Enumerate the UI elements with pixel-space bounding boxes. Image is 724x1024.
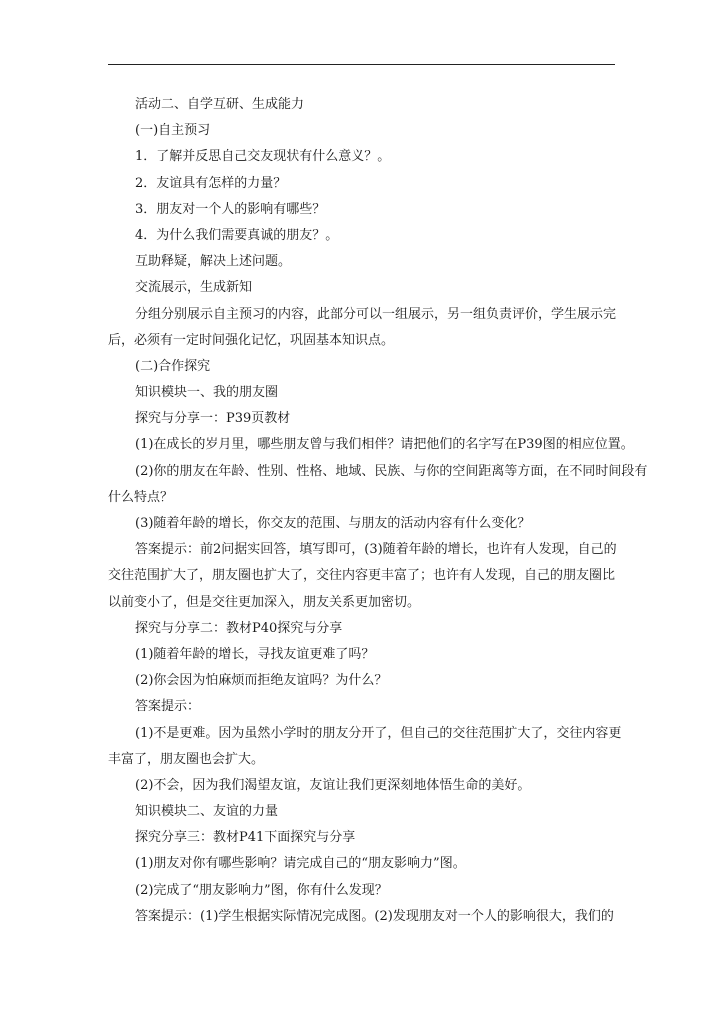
header-rule xyxy=(108,64,615,65)
text-line: (1)朋友对你有哪些影响？请完成自己的“朋友影响力”图。 xyxy=(135,856,466,872)
text-line: 交流展示，生成新知 xyxy=(135,280,253,296)
text-line: (2)完成了“朋友影响力”图，你有什么发现？ xyxy=(135,882,388,898)
text-line: 分组分别展示自主预习的内容，此部分可以一组展示，另一组负责评价，学生展示完 xyxy=(135,306,617,322)
text-line: (一)自主预习 xyxy=(135,123,211,139)
text-line: 交往范围扩大了，朋友圈也扩大了，交往内容更丰富了；也许有人发现，自己的朋友圈比 xyxy=(108,568,616,584)
text-line: 后，必须有一定时间强化记忆，巩固基本知识点。 xyxy=(108,332,395,348)
text-line: (二)合作探究 xyxy=(135,358,211,374)
text-line: (1)随着年龄的增长，寻找友谊更难了吗？ xyxy=(135,646,375,662)
text-line: 活动二、自学互研、生成能力 xyxy=(135,97,305,112)
text-line: 答案提示：(1)学生根据实际情况完成图。(2)发现朋友对一个人的影响很大，我们的 xyxy=(135,908,614,924)
text-line: (1)不是更难。因为虽然小学时的朋友分开了，但自己的交往范围扩大了，交往内容更 xyxy=(135,725,622,741)
document-body xyxy=(108,92,648,930)
text-line: 丰富了，朋友圈也会扩大。 xyxy=(108,751,265,767)
text-line: 答案提示：前2问据实回答，填写即可，(3)随着年龄的增长，也许有人发现，自己的 xyxy=(135,542,617,558)
text-line: (3)随着年龄的增长，你交友的范围、与朋友的活动内容有什么变化？ xyxy=(135,516,531,531)
text-line: 互助释疑，解决上述问题。 xyxy=(135,254,292,270)
text-line: 2．友谊具有怎样的力量？ xyxy=(135,175,287,191)
text-line: 以前变小了，但是交往更加深入，朋友关系更加密切。 xyxy=(108,594,421,610)
text-line: 探究分享三：教材P41下面探究与分享 xyxy=(135,830,356,846)
text-line: (2)不会，因为我们渴望友谊，友谊让我们更深刻地体悟生命的美好。 xyxy=(135,777,531,793)
text-line: (2)你的朋友在年龄、性别、性格、地域、民族、与你的空间距离等方面，在不同时间段有 xyxy=(135,463,648,479)
text-line: 知识模块二、友谊的力量 xyxy=(135,804,279,820)
text-line: 什么特点？ xyxy=(108,489,174,505)
text-line: 4．为什么我们需要真诚的朋友？。 xyxy=(135,227,339,243)
text-line: 答案提示： xyxy=(135,699,201,715)
text-line: (2)你会因为怕麻烦而拒绝友谊吗？为什么？ xyxy=(135,673,388,689)
text-line: 知识模块一、我的朋友圈 xyxy=(135,385,279,401)
text-line: 3．朋友对一个人的影响有哪些？ xyxy=(135,201,326,217)
text-line: 1．了解并反思自己交友现状有什么意义？。 xyxy=(135,149,391,165)
text-line: 探究与分享二：教材P40探究与分享 xyxy=(135,620,343,636)
text-line: (1)在成长的岁月里，哪些朋友曾与我们相伴？请把他们的名字写在P39图的相应位置。 xyxy=(135,437,634,453)
text-line: 探究与分享一：P39页教材 xyxy=(135,411,291,427)
